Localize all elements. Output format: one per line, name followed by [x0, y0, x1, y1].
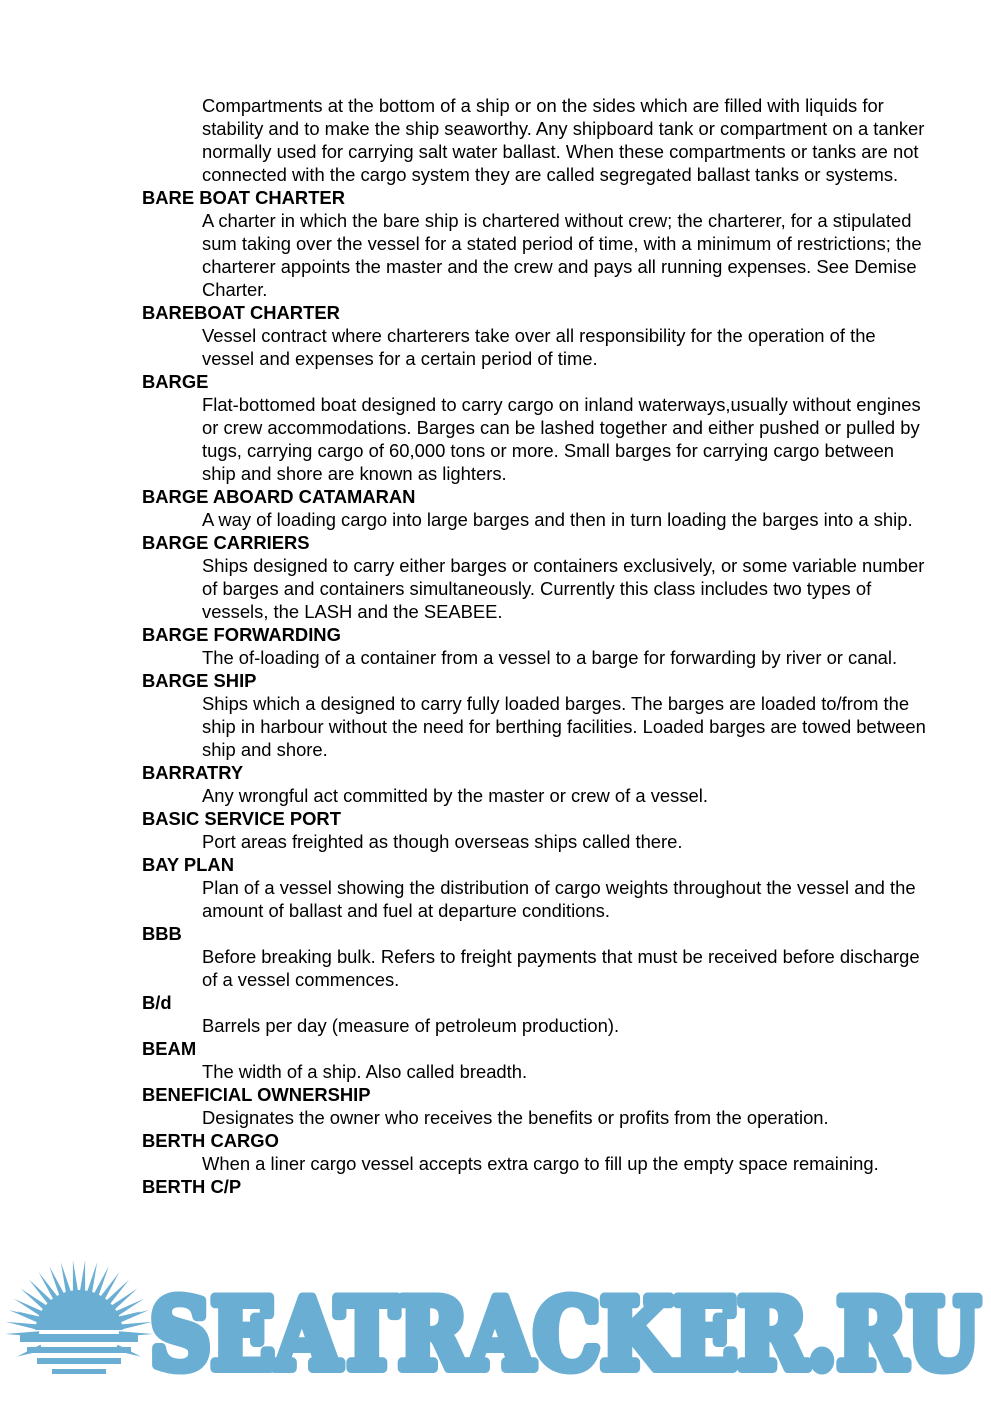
glossary-definition: Ships designed to carry either barges or containers exclusively, or some variable number of barges and containers simultaneously. Currently this class includes two types of vessels, the LASH and the SEABEE.	[202, 555, 925, 622]
glossary-term: BARGE FORWARDING	[142, 624, 341, 645]
glossary-term: B/d	[142, 992, 172, 1013]
glossary-content	[142, 94, 932, 1198]
watermark-text-outline: SEATRACKER.RU	[150, 1278, 980, 1391]
sun-horizon	[20, 1334, 138, 1342]
glossary-definition: Any wrongful act committed by the master or crew of a vessel.	[202, 785, 708, 806]
glossary-definition: Barrels per day (measure of petroleum production).	[202, 1015, 620, 1036]
sun-ray	[73, 1260, 79, 1294]
watermark-text: SEATRACKER.RU	[150, 1278, 980, 1391]
sun-wave-2	[37, 1358, 121, 1364]
glossary-term: BARRATRY	[142, 762, 244, 783]
glossary-term: BARGE ABOARD CATAMARAN	[142, 486, 416, 507]
glossary-term: BERTH CARGO	[142, 1130, 279, 1151]
glossary-definition: Ships which a designed to carry fully loaded barges. The barges are loaded to/from the ship in harbour without the need for berthing facilities. Loaded barges are towed between ship and shore.	[202, 693, 926, 760]
glossary-definition: A way of loading cargo into large barges and then in turn loading the barges into a ship.	[202, 509, 913, 530]
glossary-term: BAY PLAN	[142, 854, 234, 875]
glossary-term: BBB	[142, 923, 182, 944]
glossary-term: BASIC SERVICE PORT	[142, 808, 341, 829]
glossary-definition: Port areas freighted as though overseas ships called there.	[202, 831, 683, 852]
glossary-term: BEAM	[142, 1038, 197, 1059]
glossary-term: BARGE SHIP	[142, 670, 257, 691]
glossary-term: BARGE	[142, 371, 209, 392]
glossary-term: BAREBOAT CHARTER	[142, 302, 340, 323]
glossary-definition: A charter in which the bare ship is chartered without crew; the charterer, for a stipulated sum taking over the vessel for a stated period of time, with a minimum of restrictions; the charterer appoints the master and the crew and pays all running expenses. See Demise Charter.	[202, 210, 922, 300]
glossary-definition: The of-loading of a container from a vessel to a barge for forwarding by river or canal.	[202, 647, 898, 668]
glossary-term: BARE BOAT CHARTER	[142, 187, 345, 208]
glossary-entries	[142, 186, 932, 1198]
glossary-definition: Vessel contract where charterers take over all responsibility for the operation of the vessel and expenses for a certain period of time.	[202, 325, 876, 369]
glossary-term: BARGE CARRIERS	[142, 532, 310, 553]
glossary-term: BENEFICIAL OWNERSHIP	[142, 1084, 371, 1105]
sun-wave-1	[27, 1347, 131, 1353]
glossary-definition: Plan of a vessel showing the distribution of cargo weights throughout the vessel and the amount of ballast and fuel at departure conditions.	[202, 877, 916, 921]
glossary-definition: Designates the owner who receives the benefits or profits from the operation.	[202, 1107, 829, 1128]
glossary-definition: The width of a ship. Also called breadth.	[202, 1061, 528, 1082]
sun-ray	[118, 1322, 152, 1330]
intro-definition: Compartments at the bottom of a ship or on the sides which are filled with liquids for stability and to make the ship seaworthy. Any shipboard tank or compartment on a tanker normally used for carrying salt water ballast. When these compartments or tanks are not connected with the cargo system they are called segregated ballast tanks or systems.	[202, 95, 925, 185]
seatracker-watermark	[0, 1256, 991, 1403]
sun-wave-3	[52, 1369, 106, 1374]
sun-icon	[5, 1260, 153, 1378]
glossary-term: BERTH C/P	[142, 1176, 242, 1197]
sun-ray	[80, 1260, 86, 1294]
glossary-definition: Before breaking bulk. Refers to freight payments that must be received before discharge of a vessel commences.	[202, 946, 920, 990]
glossary-definition: Flat-bottomed boat designed to carry cargo on inland waterways,usually without engines or crew accommodations. Barges can be lashed together and either pushed or pulled by tugs, carrying cargo of 60,000 tons or more. Small barges for carrying cargo between ship and shore are known as lighters.	[202, 394, 921, 484]
sun-ray	[6, 1322, 40, 1330]
glossary-definition: When a liner cargo vessel accepts extra cargo to fill up the empty space remaining.	[202, 1153, 879, 1174]
